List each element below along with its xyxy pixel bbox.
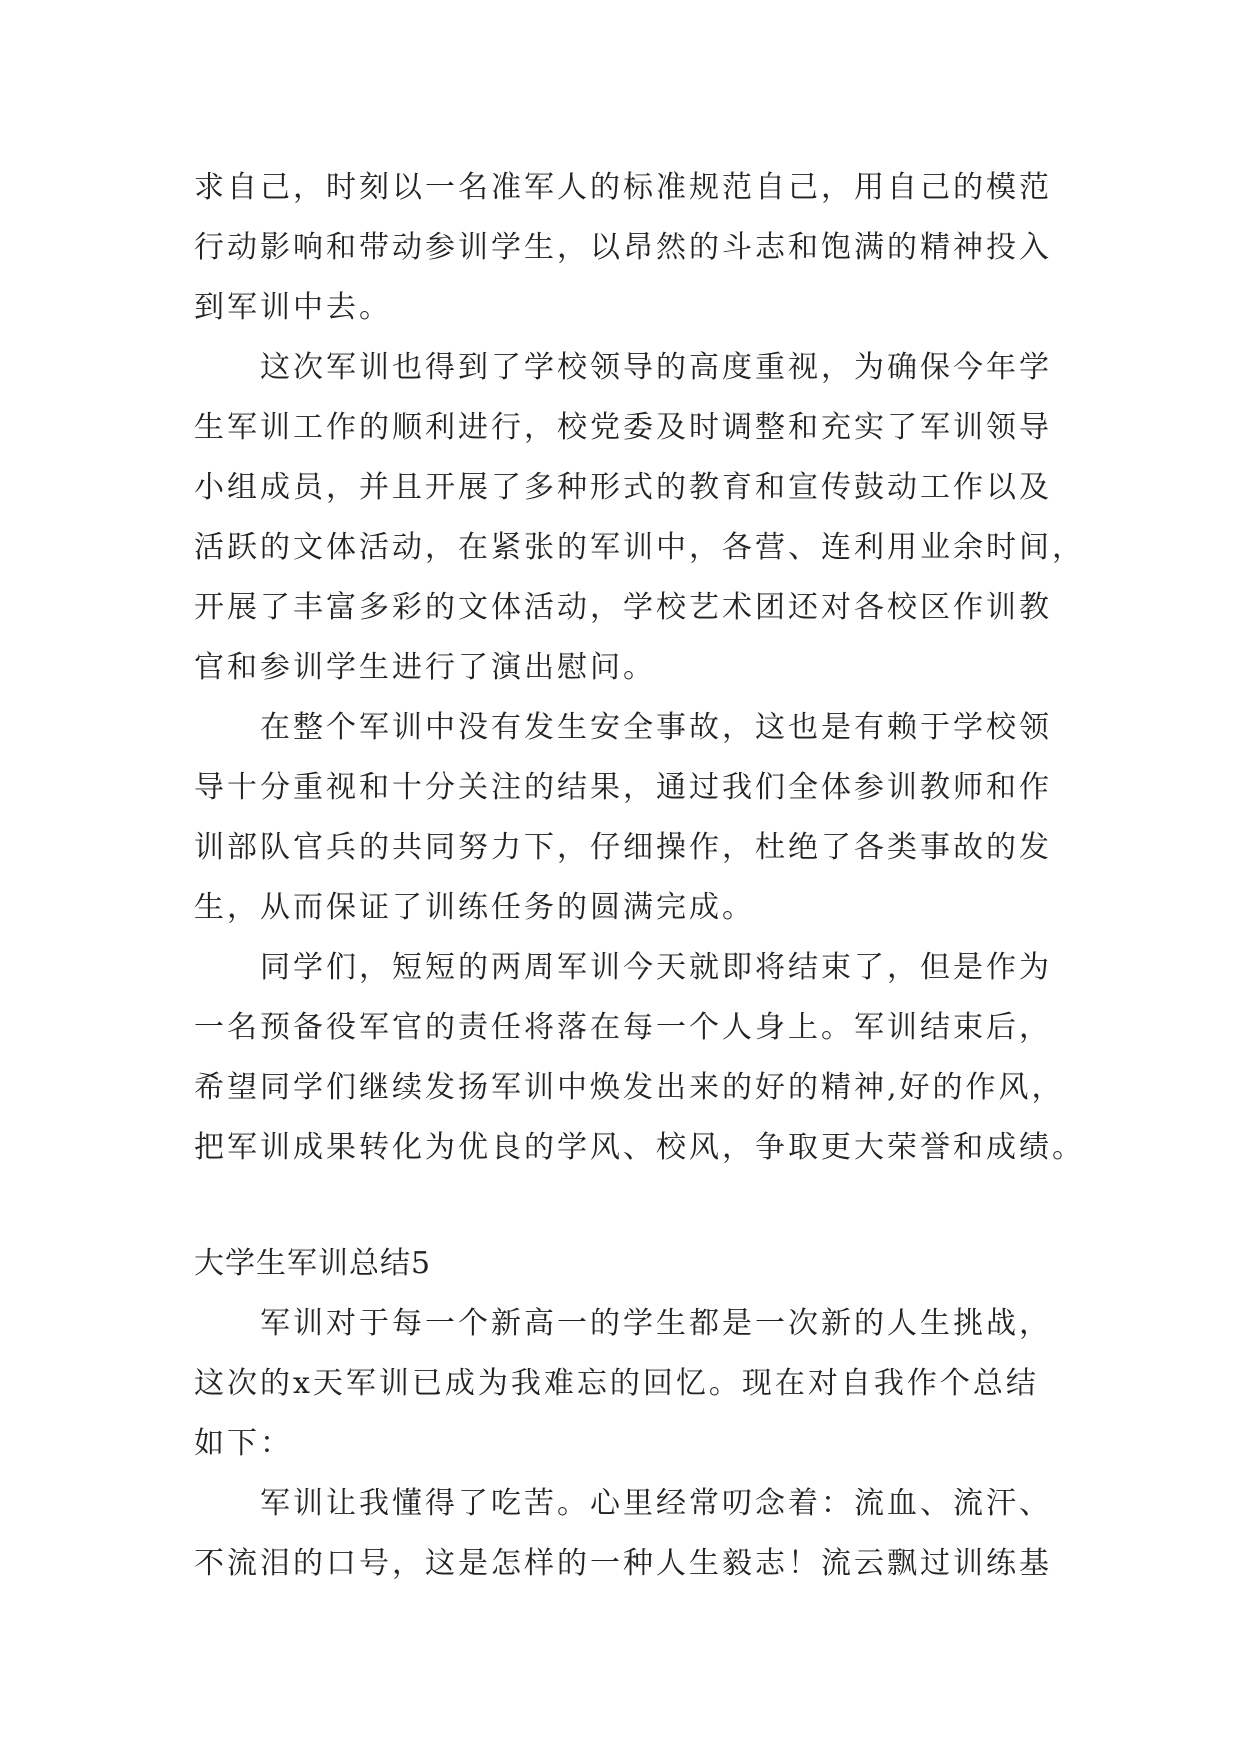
paragraph-challenge: [194, 1294, 1054, 1474]
text-line: 把军训成果转化为优良的学风、校风，争取更大荣誉和成绩。: [194, 1130, 1085, 1165]
text-line: 不流泪的口号，这是怎样的一种人生毅志！流云飘过训练基: [194, 1546, 1052, 1581]
text-line: 生军训工作的顺利进行，校党委及时调整和充实了军训领导: [194, 410, 1052, 445]
text-line: 这次军训也得到了学校领导的高度重视，为确保今年学: [194, 350, 1052, 385]
document-body: [194, 158, 1085, 1594]
text-line: 军训让我懂得了吃苦。心里经常叨念着：流血、流汗、: [194, 1486, 1052, 1521]
text-line: 在整个军训中没有发生安全事故，这也是有赖于学校领: [194, 710, 1052, 745]
text-line: 求自己，时刻以一名准军人的标准规范自己，用自己的模范: [194, 170, 1052, 205]
text-line: 行动影响和带动参训学生，以昂然的斗志和饱满的精神投入: [194, 230, 1052, 265]
text-line: 官和参训学生进行了演出慰问。: [194, 650, 656, 685]
text-line: 如下：: [194, 1426, 293, 1461]
section-heading: 大学生军训总结5: [194, 1246, 432, 1281]
text-line: 同学们，短短的两周军训今天就即将结束了，但是作为: [194, 950, 1052, 985]
paragraph-closing: [194, 938, 1085, 1178]
text-line: 开展了丰富多彩的文体活动，学校艺术团还对各校区作训教: [194, 590, 1052, 625]
text-line: 这次的x天军训已成为我难忘的回忆。现在对自我作个总结: [194, 1366, 1039, 1401]
text-line: 生，从而保证了训练任务的圆满完成。: [194, 890, 755, 925]
text-line: 希望同学们继续发扬军训中焕发出来的好的精神,好的作风，: [194, 1070, 1065, 1105]
paragraph-hardship: [194, 1474, 1054, 1594]
text-line: 到军训中去。: [194, 290, 392, 325]
text-line: 导十分重视和十分关注的结果，通过我们全体参训教师和作: [194, 770, 1052, 805]
text-line: 军训对于每一个新高一的学生都是一次新的人生挑战，: [194, 1306, 1052, 1341]
paragraph-safety: [194, 698, 1054, 938]
paragraph-intro: [194, 158, 1054, 338]
text-line: 活跃的文体活动，在紧张的军训中，各营、连利用业余时间，: [194, 530, 1085, 565]
section-spacer: [194, 1178, 1054, 1234]
text-line: 训部队官兵的共同努力下，仔细操作，杜绝了各类事故的发: [194, 830, 1052, 865]
text-line: 一名预备役军官的责任将落在每一个人身上。军训结束后，: [194, 1010, 1052, 1045]
paragraph-school-leadership: [194, 338, 1085, 698]
text-line: 小组成员，并且开展了多种形式的教育和宣传鼓动工作以及: [194, 470, 1052, 505]
